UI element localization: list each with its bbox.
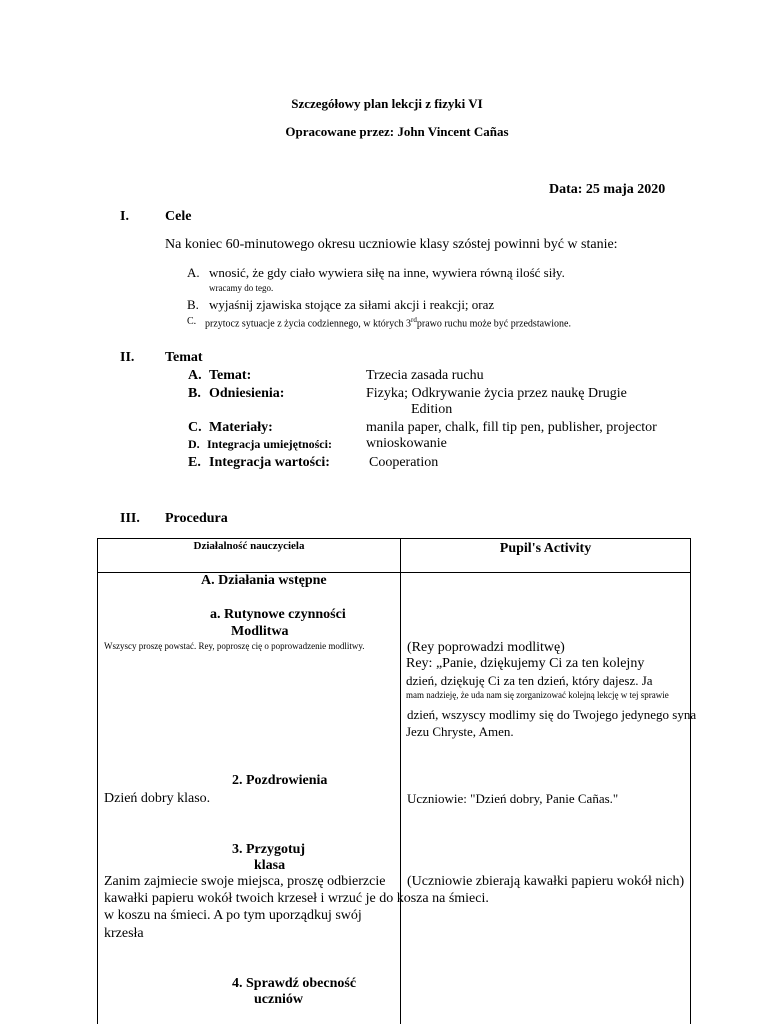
teacher-text: Zanim zajmiecie swoje miejsca, proszę odbierzcie xyxy=(104,874,386,889)
teacher-text: Wszyscy proszę powstać. Rey, poproszę cię o poprowadzenie modlitwy. xyxy=(104,641,365,651)
pupil-text: Uczniowie: "Dzień dobry, Panie Cañas." xyxy=(407,791,619,806)
objective-text-continuation: wracamy do tego. xyxy=(209,283,274,293)
activity-subheading: uczniów xyxy=(254,992,303,1007)
activity-subheading: klasa xyxy=(254,858,286,873)
topic-letter: B. xyxy=(188,386,201,401)
teacher-text: kawałki papieru wokół twoich krzeseł i wrzuć je do kosza na śmieci. xyxy=(104,891,489,906)
objective-text: wyjaśnij zjawiska stojące za siłami akcji i reakcji; oraz xyxy=(209,297,495,312)
topic-letter: D. xyxy=(188,437,200,451)
document-date: Data: 25 maja 2020 xyxy=(549,182,666,197)
topic-value: Cooperation xyxy=(369,455,439,470)
activity-subheading: 2. Pozdrowienia xyxy=(232,773,328,788)
objective-letter: B. xyxy=(187,297,199,312)
teacher-text: krzesła xyxy=(104,926,144,941)
table-header-divider xyxy=(97,572,691,573)
topic-letter: E. xyxy=(188,455,201,470)
document-author: Opracowane przez: John Vincent Cañas xyxy=(285,124,509,139)
table-border-right xyxy=(690,538,691,1024)
topic-value: wnioskowanie xyxy=(366,436,447,451)
objective-text: wnosić, że gdy ciało wywiera siłę na inne, wywiera równą ilość siły. xyxy=(209,265,565,280)
pupil-text: Rey: „Panie, dziękujemy Ci za ten kolejny xyxy=(406,656,645,671)
activity-heading: A. Działania wstępne xyxy=(201,573,327,588)
table-border-left xyxy=(97,538,98,1024)
activity-subheading: 4. Sprawdź obecność xyxy=(232,976,357,991)
topic-value: Fizyka; Odkrywanie życia przez naukę Drugie xyxy=(366,386,627,401)
topic-label: Materiały: xyxy=(209,420,273,435)
section-heading: Procedura xyxy=(165,511,228,526)
teacher-text: w koszu na śmieci. A po tym uporządkuj swój xyxy=(104,908,362,923)
topic-value: Trzecia zasada ruchu xyxy=(366,368,484,383)
topic-label: Integracja wartości: xyxy=(209,455,330,470)
table-column-divider xyxy=(400,538,401,1024)
pupil-text: (Rey poprowadzi modlitwę) xyxy=(407,640,565,655)
topic-label: Integracja umiejętności: xyxy=(207,437,332,451)
topic-label: Temat: xyxy=(209,368,252,383)
topic-letter: A. xyxy=(188,368,202,383)
section-heading: Temat xyxy=(165,350,203,365)
activity-subheading: a. Rutynowe czynności xyxy=(210,607,346,622)
objective-text xyxy=(205,316,571,329)
table-header-teacher: Działalność nauczyciela xyxy=(193,540,305,552)
section-numeral: III. xyxy=(120,511,140,526)
section-numeral: I. xyxy=(120,209,129,224)
table-border-top xyxy=(97,538,691,539)
activity-subheading: Modlitwa xyxy=(231,624,289,639)
objectives-intro: Na koniec 60-minutowego okresu uczniowie klasy szóstej powinni być w stanie: xyxy=(165,237,618,252)
pupil-text: dzień, dziękuję Ci za ten dzień, który dajesz. Ja xyxy=(406,673,653,688)
document-title: Szczegółowy plan lekcji z fizyki VI xyxy=(291,96,483,111)
objective-letter: C. xyxy=(187,316,197,327)
section-numeral: II. xyxy=(120,350,135,365)
topic-value: manila paper, chalk, fill tip pen, publisher, projector xyxy=(366,420,657,435)
section-heading: Cele xyxy=(165,209,192,224)
topic-letter: C. xyxy=(188,420,202,435)
pupil-text: (Uczniowie zbierają kawałki papieru wokół nich) xyxy=(407,874,685,889)
objective-text-part: przytocz sytuacje z życia codziennego, w których 3 xyxy=(205,318,412,330)
pupil-text: dzień, wszyscy modlimy się do Twojego jedynego syna xyxy=(407,707,697,722)
pupil-text: mam nadzieję, że uda nam się zorganizować kolejną lekcję w tej sprawie xyxy=(406,690,669,700)
objective-superscript: rd xyxy=(411,316,417,324)
topic-label: Odniesienia: xyxy=(209,386,285,401)
table-header-pupil: Pupil's Activity xyxy=(499,541,592,556)
topic-value-continuation: Edition xyxy=(411,402,453,417)
pupil-text: Jezu Chryste, Amen. xyxy=(406,724,514,739)
objective-letter: A. xyxy=(187,265,200,280)
activity-subheading: 3. Przygotuj xyxy=(232,842,306,857)
teacher-text: Dzień dobry klaso. xyxy=(104,791,211,806)
objective-text-part: prawo ruchu może być przedstawione. xyxy=(416,318,571,330)
